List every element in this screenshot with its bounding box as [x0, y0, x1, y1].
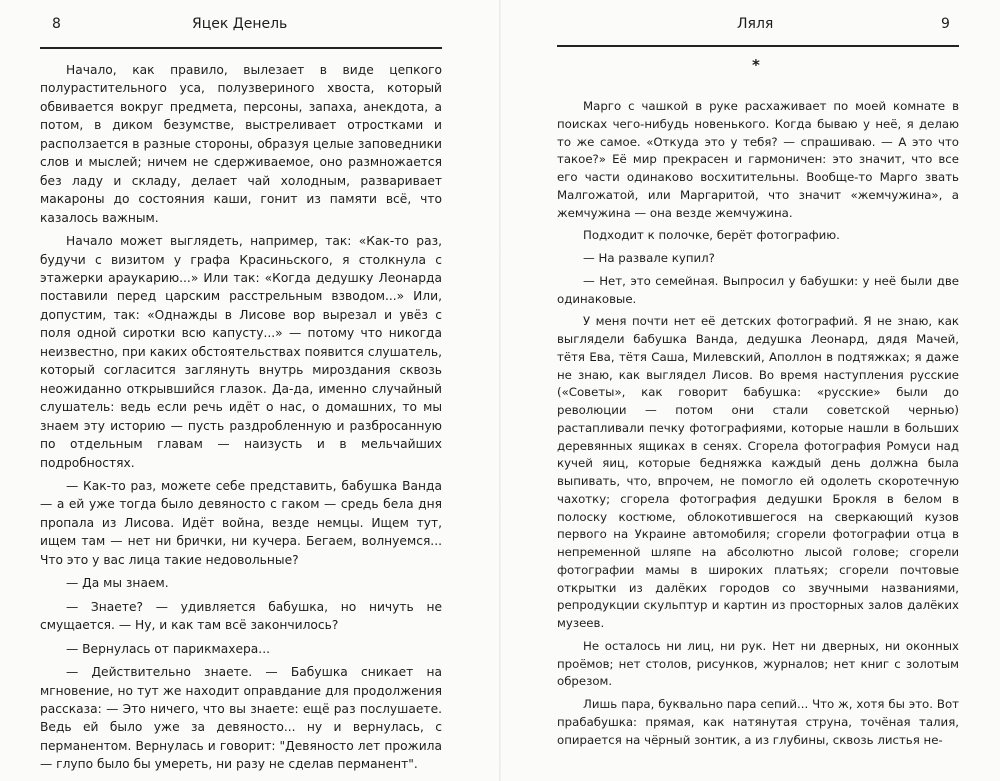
header-rule: [40, 47, 442, 49]
page-number: 9: [941, 16, 950, 32]
paragraph: У меня почти нет её детских фотографий. Я не знаю, как выглядели бабушка Ванда, дедушка Леонард, дядя Мачей, тётя Ева, тётя Саша, Милевский, Аполлон в подтяжках; я даже не знаю, как выглядел Лисов. Во время наступления русские («Советы», как говорит бабушка: «русские» были до революции — потом они стали советской чернью) растапливали печку фотографиями, которые нашли в больших деревянных ящиках в сенях. Сгорела фотография Ромуси над кучей яиц, которые бедняжка каждый день должна была выпивать, что, впрочем, не помогло ей одолеть скоротечную чахотку; сгорела фотография дедушки Брокля в белом в полоску костюме, облокотившегося на сверкающий кузов первого на Украине автомобиля; сгорели фотографии отца в непременной шляпе на абсолютно лысой голове; сгорели фотографии мамы в широких платьях; сгорели почтовые открытки из далёких городов со звучными названиями, репродукции скульптур и картин из просторных залов далёких музеев.: [557, 314, 959, 630]
paragraph: — Нет, это семейная. Выпросил у бабушки: у неё были две одинаковые.: [557, 273, 959, 306]
running-head: Яцек Денель: [192, 16, 288, 32]
paragraph: Лишь пара, буквально пара сепий... Что ж, хотя бы это. Вот прабабушка: прямая, как натянутая струна, точёная талия, опирается на чёрный зонтик, а из глубины, сквозь листья не-: [557, 697, 959, 747]
paragraph: Марго с чашкой в руке расхаживает по моей комнате в поисках чего-нибудь новенького. Когда бываю у неё, я делаю то же самое. «Откуда это у тебя? — спрашиваю. — А это что такое?» Её мир прекрасен и гармоничен: это значит, что все его части одинаково восхитительны. Вообще-то Марго звать Малгожатой, или Маргаритой, что значит «жемчужина», а жемчужина — она везде жемчужина.: [557, 99, 959, 220]
paragraph: — Действительно знаете. — Бабушка сникает на мгновение, но тут же находит оправдание для продолжения рассказа: — Это ничего, что вы знаете: ещё раз послушаете. Ведь ей было уже за девяносто... ну и вернулась, с перманентом. Вернулась и говорит: "Девяносто лет прожила — глупо было бы умереть, ни разу не сделав перманент".: [40, 665, 442, 772]
paragraph: — Как-то раз, можете себе представить, бабушка Ванда — а ей уже тогда было девяносто с гаком — средь бела дня пропала из Лисова. Идёт война, везде немцы. Ищем тут, ищем там — нет ни брички, ни кучера. Бегаем, волнуемся... Что это у вас лица такие недовольные?: [40, 478, 442, 567]
running-head: Ляля: [737, 16, 774, 32]
paragraph: — Да мы знаем.: [66, 576, 169, 591]
paragraph: Подходит к полочке, берёт фотографию.: [583, 228, 840, 243]
section-break-asterisk: *: [752, 56, 760, 74]
paragraph: Не осталось ни лиц, ни рук. Нет ни дверных, ни оконных проёмов; нет столов, рисунков, журналов; нет книг с золотым обрезом.: [557, 638, 959, 689]
paragraph: — На развале купил?: [583, 251, 715, 265]
header-rule: [557, 45, 959, 47]
text-column: [40, 61, 442, 774]
paragraph: Начало, как правило, вылезает в виде цепкого полурастительного уса, полузвериного хвоста, который обвивается вокруг предмета, персоны, запаха, анекдота, а потом, в диком безумстве, выстреливает отростками и расползается в разные стороны, образуя целые заповедники слов и мыслей; ничем не сдерживаемое, оно размножается без ладу и складу, делает чай холодным, разваривает макароны до состояния каши, гонит из памяти всё, что казалось важным.: [40, 63, 442, 225]
text-column: [557, 98, 959, 749]
right-page: [500, 0, 1000, 781]
page-number: 8: [52, 16, 61, 32]
paragraph: Начало может выглядеть, например, так: «Как-то раз, будучи с визитом у графа Красиньского, я столкнула с этажерки араукарию...» Или так: «Когда дедушку Леонарда поставили перед царским расстрельным взводом...» Или, допустим, так: «Однажды в Лисове вор вырезал и увёз с поля одной сиротки всю капусту...» — потому что никогда неизвестно, при каких обстоятельствах появится слушатель, который согласится заглянуть внутрь мироздания сквозь неожиданно открывшийся глазок. Да-да, именно случайный слушатель: ведь если речь идёт о нас, о домашних, то мы знаем эту историю — пусть раздробленную и разбросанную по отдельным главам — наизусть и в мельчайших подробностях.: [40, 234, 442, 470]
paragraph: — Вернулась от парикмахера...: [66, 641, 270, 656]
paragraph: — Знаете? — удивляется бабушка, но ничуть не смущается. — Ну, и как там всё закончилось?: [40, 599, 442, 633]
